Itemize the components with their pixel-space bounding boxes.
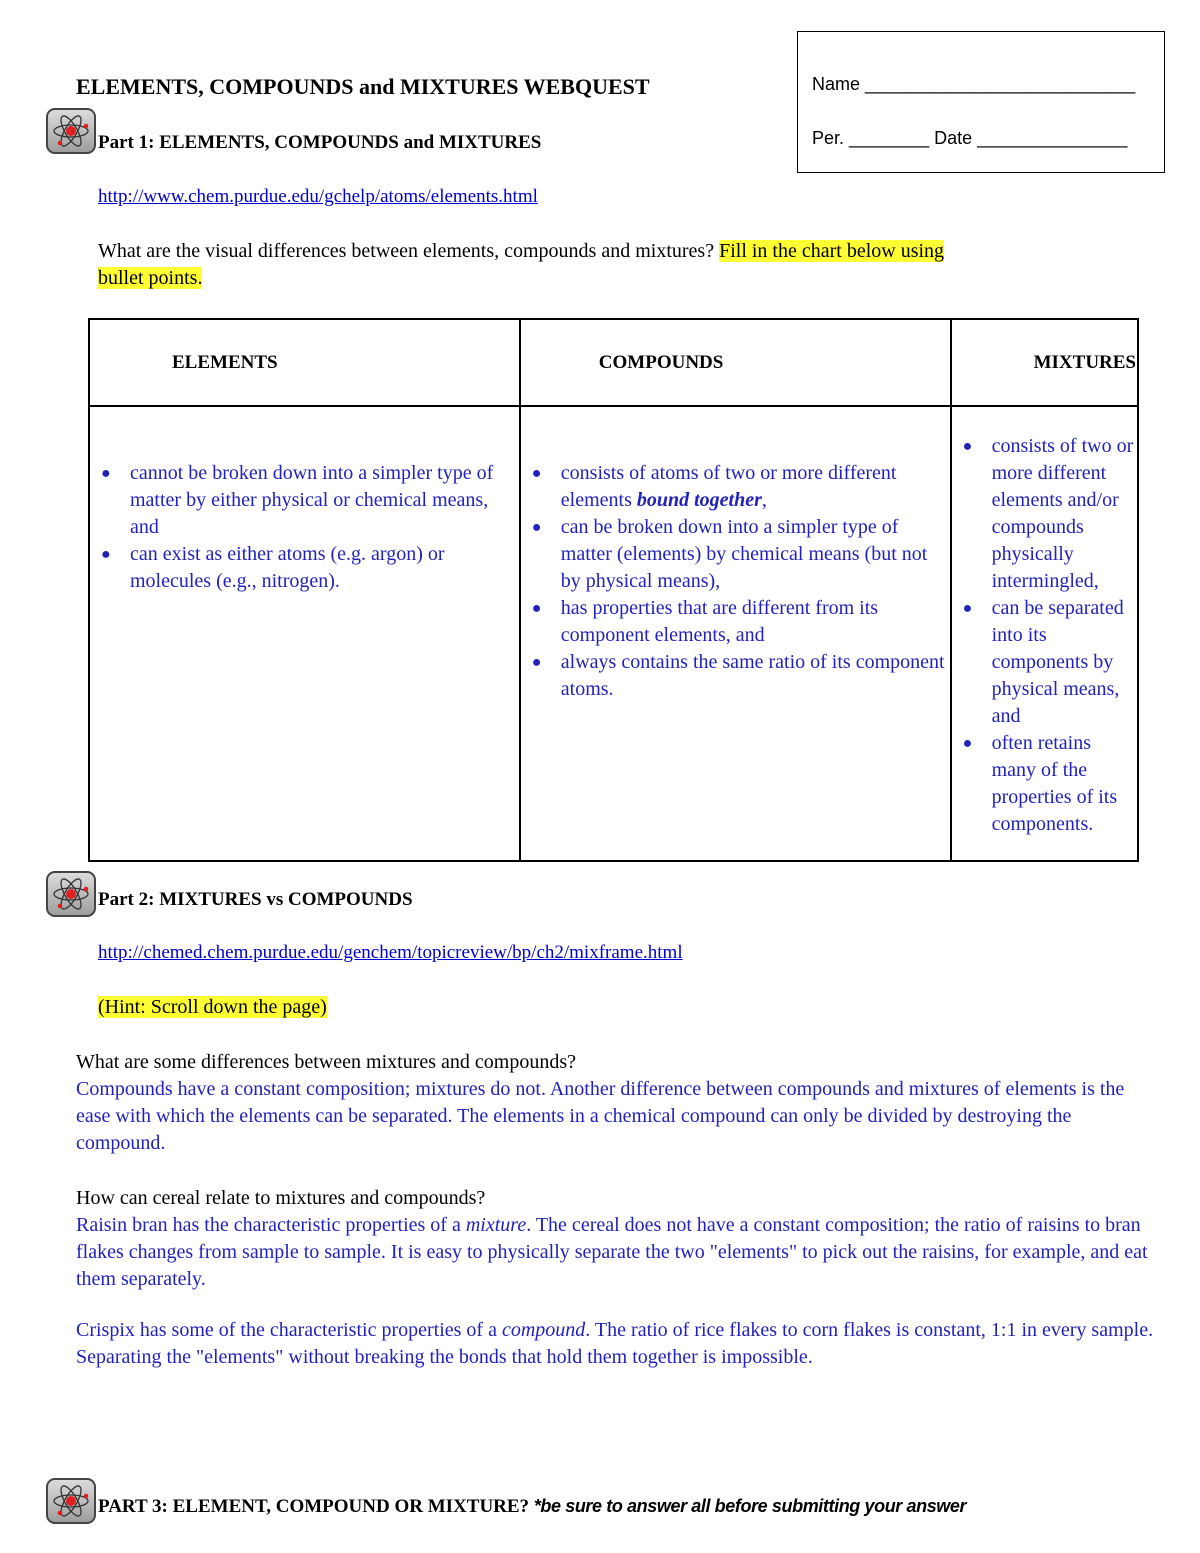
part2-heading: Part 2: MIXTURES vs COMPOUNDS [98, 889, 413, 910]
period-date-row [812, 128, 1127, 149]
list-item: ● can be broken down into a simpler type of matter (elements) by chemical means (but not by physical means), [531, 516, 928, 592]
mixtures-list [952, 433, 1137, 838]
name-period-date-box [797, 31, 1165, 173]
part1-link[interactable]: http://www.chem.purdue.edu/gchelp/atoms/elements.html [98, 186, 538, 207]
compounds-list [521, 460, 950, 703]
date-line[interactable]: _______________ [977, 128, 1128, 148]
part2-answer-1[interactable]: Compounds have a constant composition; mixtures do not. Another difference between compounds and mixtures of elements is the ease with which the elements can be separated. The elements in a chemical compound can only be divided by destroying the compound. [76, 1078, 1125, 1154]
part1-heading: Part 1: ELEMENTS, COMPOUNDS and MIXTURES [98, 132, 542, 153]
period-label: Per. [812, 128, 845, 148]
part3-heading: PART 3: ELEMENT, COMPOUND OR MIXTURE? [98, 1496, 530, 1517]
list-item: ● can be separated into its components by physical means, and [962, 597, 1124, 727]
list-item: ● consists of atoms of two or more different elements bound together, [531, 462, 897, 511]
elements-list [90, 460, 519, 595]
comparison-chart [88, 318, 1139, 862]
list-item: ● always contains the same ratio of its component atoms. [531, 651, 945, 700]
part2-question-2: How can cereal relate to mixtures and compounds? [76, 1187, 486, 1209]
list-item: ● consists of two or more different elements and/or compounds physically intermingled, [962, 435, 1134, 592]
list-item: ● cannot be broken down into a simpler type of matter by either physical or chemical means, and [101, 462, 494, 538]
part1-instruction-line1: Fill in the chart below using [719, 240, 945, 262]
elements-cell[interactable] [89, 406, 520, 861]
list-item: ● often retains many of the properties of its components. [962, 732, 1118, 835]
list-item: ● has properties that are different from its component elements, and [531, 597, 879, 646]
header-compounds: COMPOUNDS [520, 319, 951, 406]
chart-body-row [89, 406, 1138, 861]
name-label: Name [812, 74, 861, 94]
part2-link[interactable]: http://chemed.chem.purdue.edu/genchem/topicreview/bp/ch2/mixframe.html [98, 942, 683, 963]
name-line[interactable]: ___________________________ [865, 74, 1136, 94]
atom-icon [46, 1478, 96, 1524]
mixtures-cell[interactable] [951, 406, 1138, 861]
header-mixtures: MIXTURES [951, 319, 1138, 406]
date-label: Date [934, 128, 973, 148]
chart-header-row [89, 319, 1138, 406]
compounds-cell[interactable] [520, 406, 951, 861]
part2-hint: (Hint: Scroll down the page) [98, 996, 327, 1018]
part3-note: *be sure to answer all before submitting your answer [533, 1496, 967, 1516]
part3-heading-line [98, 1496, 966, 1518]
name-row [812, 74, 1135, 95]
part1-instruction-line2: bullet points. [98, 267, 203, 289]
part1-question-block [98, 238, 1108, 292]
atom-icon [46, 108, 96, 154]
header-elements: ELEMENTS [89, 319, 520, 406]
part2-answer-3[interactable]: Crispix has some of the characteristic properties of a compound. The ratio of rice flakes to corn flakes is constant, 1:1 in every sample. Separating the "elements" without breaking the bonds that hold them together is impossible. [76, 1319, 1154, 1368]
page-title: ELEMENTS, COMPOUNDS and MIXTURES WEBQUEST [76, 74, 650, 99]
part2-question-1: What are some differences between mixtures and compounds? [76, 1051, 576, 1073]
part2-answer-2[interactable]: Raisin bran has the characteristic properties of a mixture. The cereal does not have a constant composition; the ratio of raisins to bran flakes changes from sample to sample. It is easy to physically separate the two "elements" to pick out the raisins, for example, and eat them separately. [76, 1214, 1148, 1290]
atom-icon [46, 871, 96, 917]
period-line[interactable]: ________ [849, 128, 930, 148]
part1-question: What are the visual differences between elements, compounds and mixtures? [98, 240, 715, 262]
list-item: ● can exist as either atoms (e.g. argon) or molecules (e.g., nitrogen). [101, 543, 445, 592]
